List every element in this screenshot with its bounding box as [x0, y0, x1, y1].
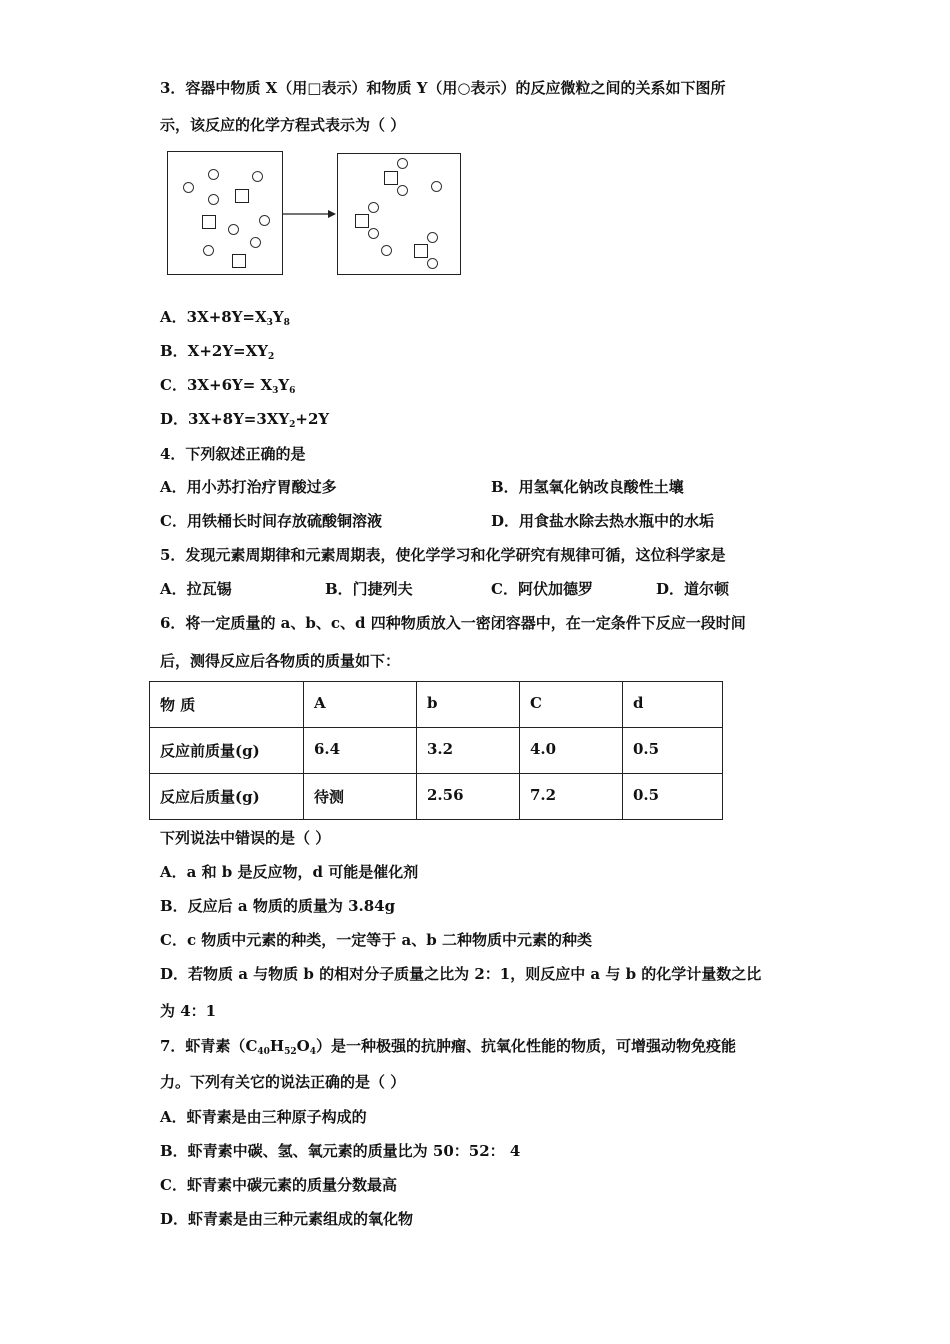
q6-question: 下列说法中错误的是（ ） — [160, 829, 331, 847]
q6-option-d-line1[interactable]: D．若物质 a 与物质 b 的相对分子质量之比为 2：1，则反应中 a 与 b 的化学计量数之比 — [160, 965, 762, 983]
y-particle — [381, 245, 392, 256]
q3-option-a[interactable]: A．$3X+8Y=X_3Y_8$ — [160, 308, 290, 328]
q4-option-c[interactable]: C．用铁桶长时间存放硫酸铜溶液 — [160, 512, 382, 530]
product-container — [337, 153, 461, 275]
x-particle — [414, 244, 428, 258]
table-cell: 2.56 — [417, 774, 520, 820]
table-cell: 4.0 — [520, 728, 623, 774]
reactant-container — [167, 151, 283, 275]
y-particle — [368, 228, 379, 239]
y-particle — [427, 232, 438, 243]
table-cell: 7.2 — [520, 774, 623, 820]
y-particle — [250, 237, 261, 248]
x-particle — [235, 189, 249, 203]
table-row — [150, 774, 723, 820]
q7-option-a[interactable]: A．虾青素是由三种原子构成的 — [160, 1108, 367, 1126]
table-cell: C — [520, 682, 623, 728]
x-particle — [384, 171, 398, 185]
table-cell: 0.5 — [623, 728, 723, 774]
q6-option-c[interactable]: C．c 物质中元素的种类，一定等于 a、b 二种物质中元素的种类 — [160, 931, 592, 949]
y-particle — [228, 224, 239, 235]
table-cell: 物 质 — [150, 682, 304, 728]
table-cell: 待测 — [304, 774, 417, 820]
q4-option-d[interactable]: D．用食盐水除去热水瓶中的水垢 — [491, 512, 715, 530]
y-particle — [259, 215, 270, 226]
q7-stem-line1: 7．虾青素$(C_{40}H_{52}O_4)$是一种极强的抗肿瘤、抗氧化性能的物质，可增强动物免疫能 — [160, 1037, 736, 1057]
q7-option-b[interactable]: B．虾青素中碳、氢、氧元素的质量比为 50：52： 4 — [160, 1142, 521, 1160]
x-particle — [202, 215, 216, 229]
y-particle — [368, 202, 379, 213]
q5-stem: 5．发现元素周期律和元素周期表，使化学学习和化学研究有规律可循，这位科学家是 — [160, 546, 726, 564]
q4-option-b[interactable]: B．用氢氧化钠改良酸性土壤 — [491, 478, 684, 496]
q5-option-a[interactable]: A．拉瓦锡 — [160, 580, 232, 598]
table-cell: 0.5 — [623, 774, 723, 820]
table-row — [150, 728, 723, 774]
table-cell: 反应前质量(g) — [150, 728, 304, 774]
q3-option-b[interactable]: B．$X+2Y=XY_2$ — [160, 342, 275, 362]
table-cell: 反应后质量(g) — [150, 774, 304, 820]
y-particle — [397, 158, 408, 169]
y-particle — [208, 194, 219, 205]
y-particle — [397, 185, 408, 196]
q6-option-b[interactable]: B．反应后 a 物质的质量为 3.84g — [160, 897, 396, 915]
y-particle — [431, 181, 442, 192]
mass-table — [149, 681, 723, 820]
x-particle — [232, 254, 246, 268]
y-particle — [203, 245, 214, 256]
table-cell: d — [623, 682, 723, 728]
y-particle — [208, 169, 219, 180]
q3-option-c[interactable]: C．$3X+6Y= X_3Y_6$ — [160, 376, 296, 396]
q4-stem: 4．下列叙述正确的是 — [160, 445, 306, 463]
table-cell: 6.4 — [304, 728, 417, 774]
table-cell: 3.2 — [417, 728, 520, 774]
q3-stem-line1: 3．容器中物质 X（用□表示）和物质 Y（用○表示）的反应微粒之间的关系如下图所 — [160, 79, 726, 97]
q4-option-a[interactable]: A．用小苏打治疗胃酸过多 — [160, 478, 337, 496]
table-cell: A — [304, 682, 417, 728]
q5-option-c[interactable]: C．阿伏加德罗 — [491, 580, 593, 598]
q7-stem-line2: 力。下列有关它的说法正确的是（ ） — [160, 1073, 406, 1091]
x-particle — [355, 214, 369, 228]
y-particle — [252, 171, 263, 182]
q3-option-d[interactable]: D．$3X+8Y=3XY_2+2Y$ — [160, 410, 330, 430]
arrow-icon — [283, 208, 337, 220]
q6-option-d-line2[interactable]: 为 4：1 — [160, 1002, 217, 1020]
q7-option-d[interactable]: D．虾青素是由三种元素组成的氧化物 — [160, 1210, 414, 1228]
q6-option-a[interactable]: A．a 和 b 是反应物，d 可能是催化剂 — [160, 863, 419, 881]
q7-option-c[interactable]: C．虾青素中碳元素的质量分数最高 — [160, 1176, 397, 1194]
table-row — [150, 682, 723, 728]
q5-option-b[interactable]: B．门捷列夫 — [325, 580, 413, 598]
table-cell: b — [417, 682, 520, 728]
q6-stem-line2: 后，测得反应后各物质的质量如下： — [160, 652, 401, 670]
q3-stem-line2: 示，该反应的化学方程式表示为（ ） — [160, 116, 406, 134]
y-particle — [183, 182, 194, 193]
y-particle — [427, 258, 438, 269]
q6-stem-line1: 6．将一定质量的 a、b、c、d 四种物质放入一密闭容器中，在一定条件下反应一段时间 — [160, 614, 746, 632]
q5-option-d[interactable]: D．道尔顿 — [656, 580, 730, 598]
